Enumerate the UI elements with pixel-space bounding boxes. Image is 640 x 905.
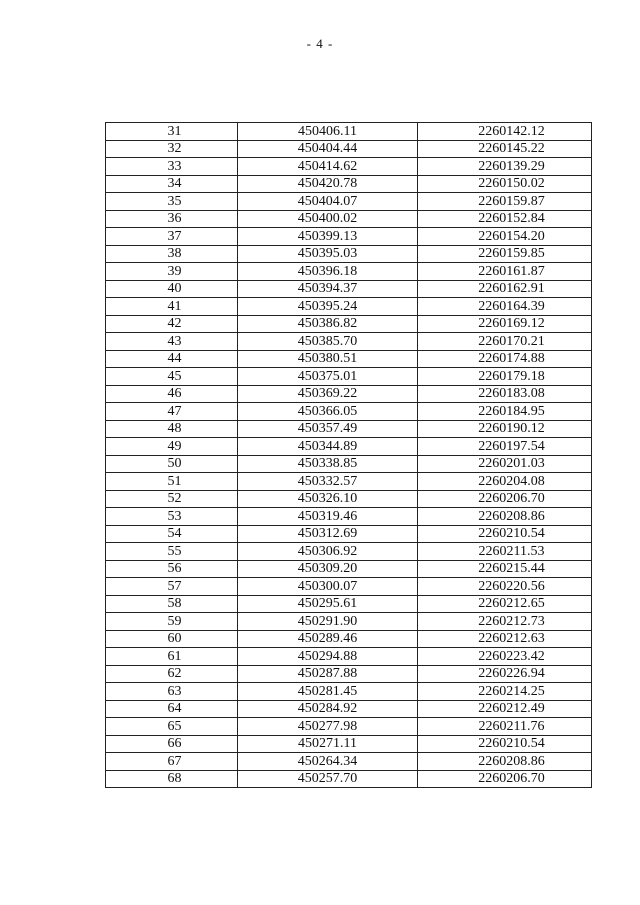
x-coordinate-cell: 450287.88 [238,665,418,683]
point-number-cell: 37 [106,228,238,246]
point-number-cell: 59 [106,613,238,631]
y-coordinate-cell: 2260212.49 [418,700,592,718]
point-number-cell: 32 [106,140,238,158]
table-row [106,158,592,176]
y-coordinate-cell: 2260184.95 [418,403,592,421]
table-row [106,525,592,543]
y-coordinate-cell: 2260208.86 [418,753,592,771]
table-row [106,595,592,613]
point-number-cell: 55 [106,543,238,561]
point-number-cell: 67 [106,753,238,771]
point-number-cell: 52 [106,490,238,508]
point-number-cell: 48 [106,420,238,438]
table-row [106,718,592,736]
point-number-cell: 42 [106,315,238,333]
table-row [106,508,592,526]
table-row [106,578,592,596]
y-coordinate-cell: 2260206.70 [418,770,592,788]
x-coordinate-cell: 450414.62 [238,158,418,176]
x-coordinate-cell: 450380.51 [238,350,418,368]
x-coordinate-cell: 450289.46 [238,630,418,648]
point-number-cell: 66 [106,735,238,753]
point-number-cell: 62 [106,665,238,683]
y-coordinate-cell: 2260211.53 [418,543,592,561]
x-coordinate-cell: 450295.61 [238,595,418,613]
table-row [106,385,592,403]
y-coordinate-cell: 2260142.12 [418,123,592,141]
y-coordinate-cell: 2260159.87 [418,193,592,211]
table-row [106,210,592,228]
table-row [106,648,592,666]
table-row [106,438,592,456]
y-coordinate-cell: 2260210.54 [418,735,592,753]
x-coordinate-cell: 450406.11 [238,123,418,141]
x-coordinate-cell: 450399.13 [238,228,418,246]
y-coordinate-cell: 2260220.56 [418,578,592,596]
y-coordinate-cell: 2260211.76 [418,718,592,736]
x-coordinate-cell: 450257.70 [238,770,418,788]
y-coordinate-cell: 2260174.88 [418,350,592,368]
y-coordinate-cell: 2260159.85 [418,245,592,263]
point-number-cell: 68 [106,770,238,788]
x-coordinate-cell: 450420.78 [238,175,418,193]
table-row [106,543,592,561]
table-row [106,228,592,246]
y-coordinate-cell: 2260206.70 [418,490,592,508]
table-row [106,770,592,788]
point-number-cell: 49 [106,438,238,456]
point-number-cell: 60 [106,630,238,648]
x-coordinate-cell: 450332.57 [238,473,418,491]
y-coordinate-cell: 2260154.20 [418,228,592,246]
x-coordinate-cell: 450284.92 [238,700,418,718]
point-number-cell: 45 [106,368,238,386]
y-coordinate-cell: 2260152.84 [418,210,592,228]
table-row [106,403,592,421]
table-row [106,455,592,473]
y-coordinate-cell: 2260212.73 [418,613,592,631]
table-row [106,245,592,263]
y-coordinate-cell: 2260208.86 [418,508,592,526]
y-coordinate-cell: 2260201.03 [418,455,592,473]
y-coordinate-cell: 2260190.12 [418,420,592,438]
y-coordinate-cell: 2260183.08 [418,385,592,403]
point-number-cell: 33 [106,158,238,176]
x-coordinate-cell: 450375.01 [238,368,418,386]
x-coordinate-cell: 450357.49 [238,420,418,438]
table-row [106,368,592,386]
y-coordinate-cell: 2260223.42 [418,648,592,666]
x-coordinate-cell: 450271.11 [238,735,418,753]
x-coordinate-cell: 450306.92 [238,543,418,561]
x-coordinate-cell: 450396.18 [238,263,418,281]
point-number-cell: 44 [106,350,238,368]
y-coordinate-cell: 2260212.63 [418,630,592,648]
table-row [106,490,592,508]
table-row [106,560,592,578]
x-coordinate-cell: 450338.85 [238,455,418,473]
point-number-cell: 46 [106,385,238,403]
point-number-cell: 47 [106,403,238,421]
point-number-cell: 38 [106,245,238,263]
y-coordinate-cell: 2260197.54 [418,438,592,456]
point-number-cell: 43 [106,333,238,351]
x-coordinate-cell: 450344.89 [238,438,418,456]
y-coordinate-cell: 2260226.94 [418,665,592,683]
x-coordinate-cell: 450309.20 [238,560,418,578]
point-number-cell: 61 [106,648,238,666]
point-number-cell: 64 [106,700,238,718]
x-coordinate-cell: 450400.02 [238,210,418,228]
y-coordinate-cell: 2260161.87 [418,263,592,281]
x-coordinate-cell: 450291.90 [238,613,418,631]
table-row [106,683,592,701]
table-row [106,630,592,648]
y-coordinate-cell: 2260169.12 [418,315,592,333]
point-number-cell: 41 [106,298,238,316]
point-number-cell: 36 [106,210,238,228]
y-coordinate-cell: 2260170.21 [418,333,592,351]
y-coordinate-cell: 2260214.25 [418,683,592,701]
table-row [106,420,592,438]
point-number-cell: 54 [106,525,238,543]
x-coordinate-cell: 450326.10 [238,490,418,508]
x-coordinate-cell: 450294.88 [238,648,418,666]
y-coordinate-cell: 2260212.65 [418,595,592,613]
y-coordinate-cell: 2260204.08 [418,473,592,491]
table-row [106,280,592,298]
page-number: - 4 - [306,36,334,51]
x-coordinate-cell: 450369.22 [238,385,418,403]
y-coordinate-cell: 2260145.22 [418,140,592,158]
table-row [106,473,592,491]
x-coordinate-cell: 450404.07 [238,193,418,211]
coordinates-table [105,122,592,788]
table-row [106,175,592,193]
point-number-cell: 56 [106,560,238,578]
table-row [106,263,592,281]
table-row [106,753,592,771]
x-coordinate-cell: 450281.45 [238,683,418,701]
point-number-cell: 40 [106,280,238,298]
x-coordinate-cell: 450385.70 [238,333,418,351]
table-row [106,665,592,683]
x-coordinate-cell: 450386.82 [238,315,418,333]
table-row [106,735,592,753]
y-coordinate-cell: 2260162.91 [418,280,592,298]
y-coordinate-cell: 2260215.44 [418,560,592,578]
table-row [106,140,592,158]
y-coordinate-cell: 2260164.39 [418,298,592,316]
x-coordinate-cell: 450366.05 [238,403,418,421]
table-row [106,193,592,211]
table-row [106,123,592,141]
point-number-cell: 51 [106,473,238,491]
x-coordinate-cell: 450395.03 [238,245,418,263]
y-coordinate-cell: 2260210.54 [418,525,592,543]
point-number-cell: 39 [106,263,238,281]
table-row [106,298,592,316]
point-number-cell: 35 [106,193,238,211]
x-coordinate-cell: 450404.44 [238,140,418,158]
coordinates-table-body [106,123,592,788]
table-row [106,613,592,631]
point-number-cell: 57 [106,578,238,596]
x-coordinate-cell: 450319.46 [238,508,418,526]
point-number-cell: 53 [106,508,238,526]
table-row [106,350,592,368]
table-row [106,333,592,351]
x-coordinate-cell: 450300.07 [238,578,418,596]
x-coordinate-cell: 450395.24 [238,298,418,316]
point-number-cell: 31 [106,123,238,141]
point-number-cell: 65 [106,718,238,736]
point-number-cell: 34 [106,175,238,193]
x-coordinate-cell: 450312.69 [238,525,418,543]
table-row [106,700,592,718]
x-coordinate-cell: 450394.37 [238,280,418,298]
y-coordinate-cell: 2260150.02 [418,175,592,193]
point-number-cell: 58 [106,595,238,613]
x-coordinate-cell: 450277.98 [238,718,418,736]
table-row [106,315,592,333]
point-number-cell: 63 [106,683,238,701]
x-coordinate-cell: 450264.34 [238,753,418,771]
y-coordinate-cell: 2260179.18 [418,368,592,386]
y-coordinate-cell: 2260139.29 [418,158,592,176]
point-number-cell: 50 [106,455,238,473]
